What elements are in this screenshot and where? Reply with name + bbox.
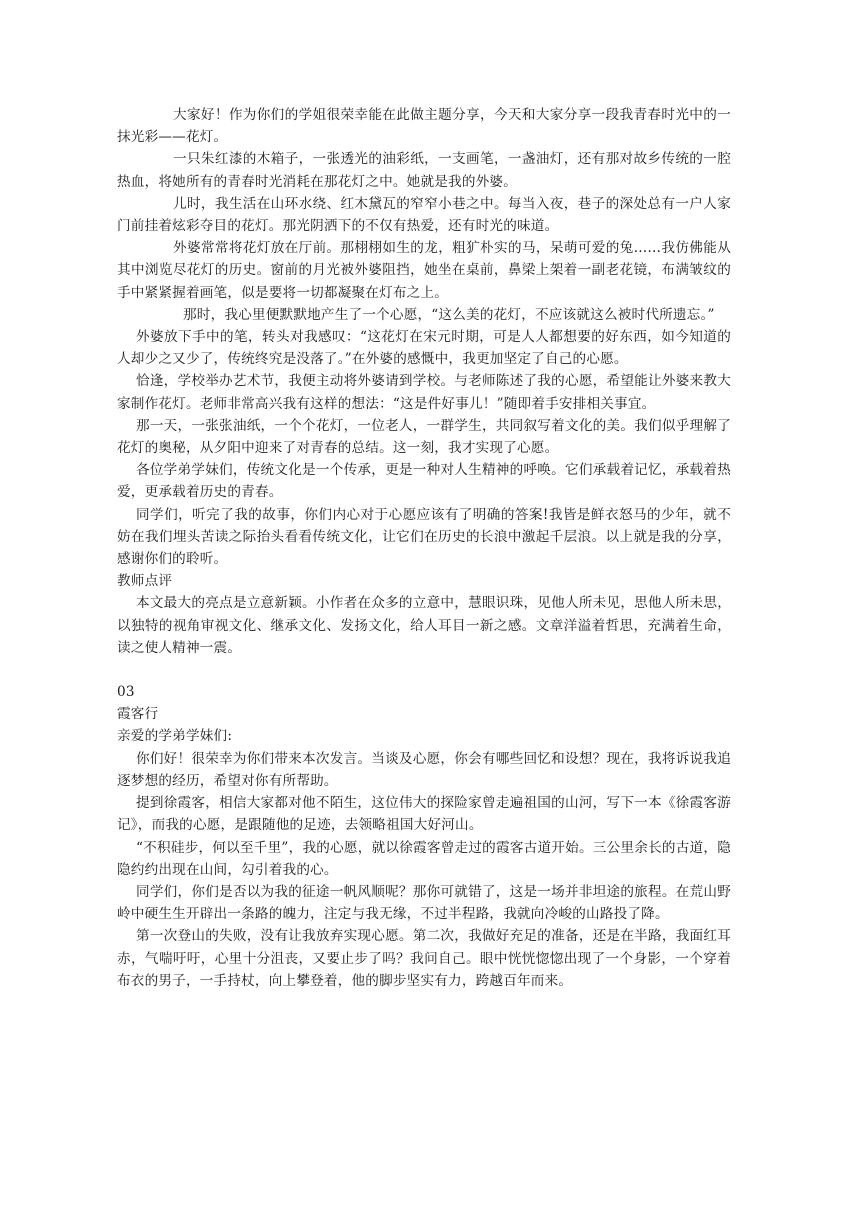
paragraph: 提到徐霞客，相信大家都对他不陌生，这位伟大的探险家曾走遍祖国的山河，写下一本《徐霞客游记》，而我的心愿，是跟随他的足迹，去领略祖国大好河山。 [117,795,731,834]
section-gap [117,659,731,681]
paragraph: 一只朱红漆的木箱子，一张透光的油彩纸，一支画笔，一盏油灯，还有那对故乡传统的一腔热血，将她所有的青春时光消耗在那花灯之中。她就是我的外婆。 [117,151,731,190]
section-number: 03 [117,684,135,701]
teacher-comment: 本文最大的亮点是立意新颖。小作者在众多的立意中，慧眼识珠，见他人所未见，思他人所未思，以独特的视角审视文化、继承文化、发扬文化，给人耳目一新之感。文章洋溢着哲思，充满着生命，读之使人精神一震。 [117,595,731,656]
paragraph: 恰逢，学校举办艺术节，我便主动将外婆请到学校。与老师陈述了我的心愿，希望能让外婆来教大家制作花灯。老师非常高兴我有这样的想法：“这是件好事儿！”随即着手安排相关事宜。 [117,373,731,412]
salutation: 亲爱的学弟学妹们: [117,728,233,745]
paragraph: 同学们，听完了我的故事，你们内心对于心愿应该有了明确的答案!我皆是鲜衣怒马的少年，就不妨在我们埋头苦读之际抬头看看传统文化，让它们在历史的长浪中激起千层浪。以上就是我的分享，感谢你们的聆听。 [117,506,731,568]
paragraph: 外婆放下手中的笔，转头对我感叹：“这花灯在宋元时期，可是人人都想要的好东西，如今知道的人却少之又少了，传统终究是没落了。”在外婆的感慨中，我更加坚定了自己的心愿。 [117,329,731,368]
paragraph: 第一次登山的失败，没有让我放弃实现心愿。第二次，我做好充足的准备，还是在半路，我面红耳赤，气喘吁吁，心里十分沮丧，又要止步了吗？我问自己。眼中恍恍惚惚出现了一个身影，一个穿着布衣的男子，一手持杖，向上攀登着，他的脚步坚实有力，跨越百年而来。 [117,928,731,989]
paragraph: “不积硅步，何以至千里”，我的心愿，就以徐霞客曾走过的霞客古道开始。三公里余长的古道，隐隐约约出现在山间，勾引着我的心。 [117,839,731,878]
paragraph: 儿时，我生活在山环水绕、红木黛瓦的窄窄小巷之中。每当入夜，巷子的深处总有一户人家门前挂着炫彩夺目的花灯。那光阴洒下的不仅有热爱，还有时光的味道。 [117,195,731,235]
paragraph: 那一天，一张张油纸，一个个花灯，一位老人，一群学生，共同叙写着文化的美。我们似乎理解了花灯的奥秘，从夕阳中迎来了对青春的总结。这一刻，我才实现了心愿。 [117,417,731,457]
comment-heading: 教师点评 [117,573,173,590]
section-title: 霞客行 [117,706,159,723]
paragraph: 你们好！很荣幸为你们带来本次发言。当谈及心愿，你会有哪些回忆和设想？现在，我将诉说我追逐梦想的经历，希望对你有所帮助。 [117,750,731,789]
paragraph: 同学们，你们是否以为我的征途一帆风顺呢？那你可就错了，这是一场并非坦途的旅程。在荒山野岭中硬生生开辟出一条路的魄力，注定与我无缘，不过半程路，我就向冷峻的山路投了降。 [117,883,731,923]
paragraph: 外婆常常将花灯放在厅前。那栩栩如生的龙，粗犷朴实的马，呆萌可爱的兔……我仿佛能从其中浏览尽花灯的历史。窗前的月光被外婆阻挡，她坐在桌前，鼻梁上架着一副老花镜，布满皱纹的手中紧紧握着画笔，似是要将一切都凝聚在灯布之上。 [117,240,731,301]
document-body [117,104,731,992]
paragraph: 那时，我心里便默默地产生了一个心愿，“这么美的花灯，不应该就这么被时代所遗忘。” [183,306,715,323]
paragraph: 各位学弟学妹们，传统文化是一个传承，更是一种对人生精神的呼唤。它们承载着记忆，承载着热爱，更承载着历史的青春。 [117,462,731,501]
paragraph: 大家好！作为你们的学姐很荣幸能在此做主题分享，今天和大家分享一段我青春时光中的一抹光彩——花灯。 [117,107,731,146]
